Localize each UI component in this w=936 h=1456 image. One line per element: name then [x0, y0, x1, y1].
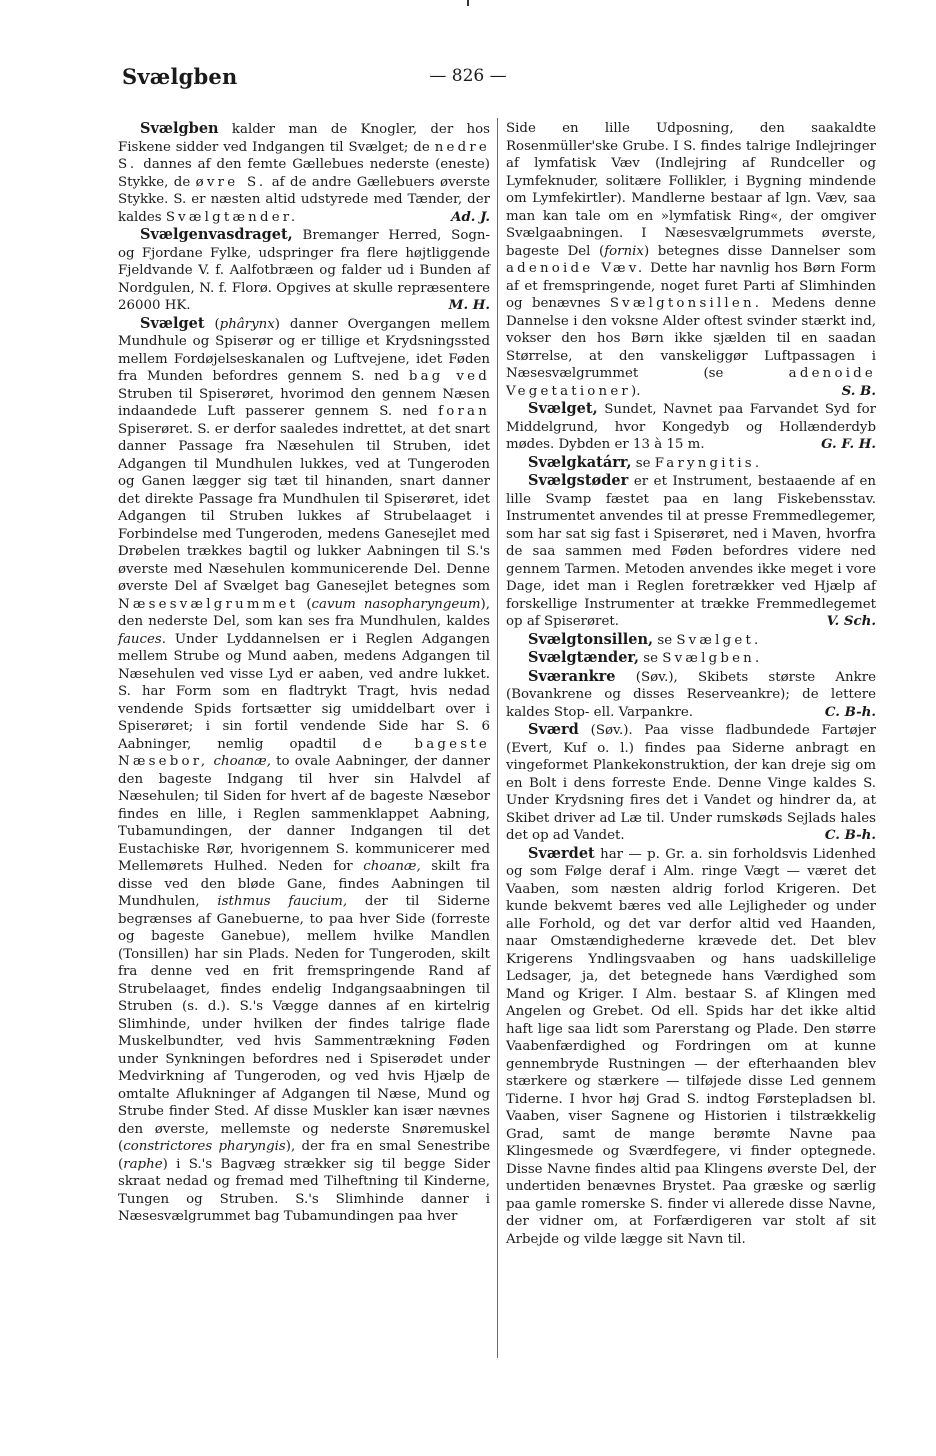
- entry-text: ) betegnes disse Dannelser som: [643, 243, 876, 259]
- entry-text: (: [204, 316, 220, 332]
- spaced-term: adenoide Væv.: [506, 261, 646, 276]
- entry-headword: Svælgtænder,: [528, 649, 640, 666]
- entry-headword: Sværankre: [528, 667, 616, 685]
- entry-headword: Sværd: [528, 721, 579, 738]
- spaced-term: Svælgben.: [662, 651, 763, 666]
- entry-text: Struben til Spiserøret, hvorimod den gennem Næsen indaandede Luft passerer gennem S. ned: [118, 386, 490, 419]
- latin-term: fauces.: [118, 631, 166, 647]
- entry-text: Side en lille Udposning, den saakaldte Rosenmüller'ske Grube. I S. findes talrige Indlejringer af lymfatisk Væv (Indlejring af Rundceller og Lymfeknuder, solitære Follikler, i Bygning mindende om Lymfekirtler). Mandlerne bestaar af lgn. Væv, saa man kan tale om en »lymfatisk Ring«, der omgiver Svælgaabningen. I Næsesvælgrummets øverste, bageste Del (: [506, 121, 876, 259]
- latin-term: constrictores pharyngis: [123, 1139, 286, 1154]
- entry-text: der til Siderne begrænses af Ganebuerne, to paa hver Side (forreste og bageste Ganebue), mellem hvilke Mandlen (Tonsillen) har sin Plads. Neden for Tungeroden, skilt fra denne ved en frit fremspringende Rand af Strubelaaget, findes endelig Indgangsaabningen til Struben (s. d.). S.'s Vægge dannes af en kirtelrig Slimhinde, under hvilken der findes talrige flade Muskelbundter, ved hvis Sammentrækning Føden under Synkningen befordres ned i Spiserødet under Medvirkning af Tungeroden, og ved hvis Hjælp de omtalte Aflukninger af Adgangen til Næse, Mund og Strube finder Sted. Af disse Muskler kan især nævnes den øverste, mellemste og nederste Snøremuskel (: [118, 894, 490, 1154]
- spaced-term: Svælgtænder.: [165, 209, 299, 225]
- dictionary-entry: [506, 649, 876, 668]
- dictionary-entry: [118, 315, 490, 1226]
- entry-text: to ovale Aabninger, der danner den bageste Indgang til hver sin Halvdel af Næsehulen; til Siden for hvert af de bageste Næsebor findes en lille, i Reglen sammenklappet Aabning, Tubamundingen, der danner Indgangen til det Eustachiske Rør, hvorigennem S. kommunicerer med Mellemørets Hulhed. Neden for: [118, 754, 490, 874]
- left-column: [118, 120, 490, 1226]
- entry-text: har — p. Gr. a. sin forholdsvis Lidenhed og som Følge deraf i Alm. ringe Vægt — været det Vaaben, som næsten aldrig forlod Krigeren. Det kunde bekvemt bæres ved alle Lejligheder og under alle Forhold, og det var derfor altid ved Haanden, naar Omstændighederne krævede det. Det blev Krigerens Yndlingsvaaben og hans uadskillelige Ledsager, ja, det betegnede hans Værdighed som Mand og Kriger. I Alm. bestaar S. af Klingen med Angelen og Grebet. Od ell. Spids har det ikke altid haft lige saa lidt som Parerstang og Plade. Den større Vaabenfærdighed og Fordringen om at kunne gennembryde Rustningen — der efterhaanden blev stærkere og stærkere — tilføjede disse Led gennem Tiderne. I hvor høj Grad S. indtog Førstepladsen bl. Vaaben, viser Sagnene og Historien i tilstrækkelig Grad, samt de mange berømte Navne paa Klingesmede og Sværdfegere, vi finder optegnede. Disse Navne findes altid paa Klingens øverste Del, der undertiden benævnes Brystet. Paa græske og særlig paa gamle romerske S. finder vi allerede disse Navne, der vidner om, at Forfærdigeren var stolt af sit Arbejde og vilde lægge sit Navn til.: [506, 846, 876, 1247]
- dictionary-entry: [506, 631, 876, 650]
- entry-text: Under Lyddannelsen er i Reglen Adgangen mellem Strube og Mund aaben, medens Adgangen til Næsehulen ved visse Lyd er aaben, ved andre lukket. S. har Form som en fladtrykt Tragt, hvis nedad vendende Spids fortsætter sig umiddelbart over i Spiserøret; i sin fortil vendende Side har S. 6 Aabninger, nemlig opadtil: [118, 631, 490, 752]
- latin-term: cavum nasopharyngeum: [311, 596, 481, 612]
- entry-text: ), der fra en smal Senestribe (: [118, 1139, 490, 1172]
- running-head-title: Svælgben: [122, 64, 238, 89]
- dictionary-entry: [118, 226, 490, 315]
- spaced-term: Svælget.: [676, 632, 762, 648]
- entry-headword: Svælgkatárr,: [528, 453, 632, 471]
- author-signature: C. B-h.: [824, 703, 876, 720]
- entry-text: ).: [631, 383, 641, 399]
- entry-text: se: [639, 651, 663, 666]
- dictionary-entry: [506, 845, 876, 1249]
- author-signature: M. H.: [448, 297, 490, 313]
- entry-text: af de andre Gællebuers øverste Stykke. S. er næsten altid udstyrede med Tænder, der kaldes: [118, 174, 490, 225]
- spaced-term: bag ved: [408, 369, 490, 384]
- dictionary-entry: [506, 721, 876, 845]
- spaced-term: Næsesvælgrummet: [118, 596, 299, 612]
- latin-term: choanæ,: [363, 859, 421, 874]
- entry-headword: Svælget: [140, 314, 205, 332]
- entry-text: er et Instrument, bestaaende af en lille Svamp fæstet paa en lang Fiskebensstav. Instrumentet anvendes til at presse Fremmedlegemer, som har sat sig fast i Spiserøret, ned i Maven, hvorfra de saa sammen med Føden befordres videre ned gennem Tarmen. Metoden anvendes ikke meget i vore Dage, idet man i Reglen foretrækker ved Hjælp af forskellige Instrumenter at trække Fremmedlegemet op af Spiserøret.: [506, 474, 876, 629]
- dictionary-entry: [506, 120, 876, 400]
- entry-headword: Svælgtonsillen,: [528, 630, 654, 648]
- spaced-term: adenoide Vegetationer: [506, 366, 876, 399]
- entry-headword: Svælgben: [140, 120, 219, 137]
- entry-text: (Søv.), Skibets største Ankre (Bovankrene og disses Reserveankre); de lettere kaldes Stop- ell. Varpankre.: [506, 669, 876, 720]
- dictionary-entry: [506, 400, 876, 454]
- author-signature: Ad. J.: [451, 208, 490, 225]
- dictionary-entry: [118, 120, 490, 226]
- entry-text: dannes af den femte Gællebues nederste (eneste) Stykke, de: [118, 157, 490, 190]
- right-column: [506, 120, 876, 1248]
- author-signature: S. B.: [841, 382, 876, 399]
- author-signature: C. B-h.: [824, 827, 876, 843]
- author-signature: V. Sch.: [826, 613, 876, 629]
- entry-text: ) danner Overgangen mellem Mundhule og Spiserør og er tillige et Krydsningssted mellem Fordøjelseskanalen og Luftvejene, idet Føden fra Munden befordres gennem S. ned: [118, 316, 490, 384]
- spaced-term: nedre S.: [118, 139, 490, 172]
- dictionary-entry: [506, 668, 876, 722]
- entry-text: kalder man de Knogler, der hos Fiskene sidder ved Indgangen til Svælget; de: [118, 122, 490, 155]
- entry-text: (Søv.). Paa visse fladbundede Fartøjer (Evert, Kuf o. l.) findes paa Siderne anbragt en vingeformet Plankekonstruktion, der kan dreje sig om en Bolt i dens forreste Ende. Denne Vinge kaldes S. Under Krydsning fires det i Vandet og hindrer da, at Skibet driver ad Læ til. Under rumskøds Sejlads hales det op ad Vandet.: [506, 723, 876, 843]
- entry-headword: Svælgstøder: [528, 472, 629, 489]
- entry-text: se: [631, 455, 655, 471]
- entry-headword: Svælgenvasdraget,: [140, 226, 293, 243]
- dictionary-entry: [506, 472, 876, 631]
- entry-text: (: [298, 596, 312, 612]
- top-edge-mark: [467, 0, 469, 6]
- entry-text: Dette har navnlig hos Børn Form af et fremspringende, noget furet Parti af Slimhinden og benævnes: [506, 261, 876, 311]
- entry-text: se: [653, 632, 677, 648]
- spaced-term: Svælgtonsillen.: [609, 296, 763, 311]
- entry-text: Bremanger Herred, Sogn- og Fjordane Fylke, udspringer fra flere højtliggende Fjeldvande V. f. Aalfotbræen og falder ud i Bunden af Nordgulen, N. f. Florø. Opgives at skulle repræsentere 26000 HK.: [118, 228, 490, 313]
- page-number: — 826 —: [429, 66, 507, 86]
- latin-term: isthmus faucium,: [217, 894, 348, 909]
- entry-text: Medens denne Dannelse i den voksne Alder oftest svinder stærkt ind, vokser den hos Børn ikke sjælden til en saadan Størrelse, at den vanskeliggør Luftpassagen i Næsesvælgrummet (se: [506, 296, 876, 381]
- latin-term: fornix: [604, 243, 644, 259]
- spaced-term: de bageste Næsebor,: [118, 736, 490, 769]
- latin-term: raphe: [123, 1156, 163, 1172]
- entry-text: Spiserøret. S. er derfor saaledes indrettet, at det snart danner Passage fra Næsehulen til Struben, idet Adgangen til Mundhulen lukkes, ved at Tungeroden og Ganen lægger sig tæt til hinanden, snart danner det direkte Passage fra Mundhulen til Spiserøret, idet Adgangen til Struben lukkes af Strubelaaget i Forbindelse med Tungeroden, medens Ganesejlet med Drøbelen trækkes bagtil og lukker Aabningen til S.'s øverste med Næsehulen kommunicerende Del. Denne øverste Del af Svælget bag Ganesejlet betegnes som: [118, 421, 490, 594]
- entry-text: ), den nederste Del, som kan ses fra Mundhulen, kaldes: [118, 596, 490, 629]
- entry-headword: Sværdet: [528, 844, 595, 862]
- author-signature: G. F. H.: [821, 436, 876, 452]
- latin-term: phârynx: [219, 316, 275, 332]
- latin-term: choanæ,: [213, 754, 271, 769]
- spaced-term: foran: [438, 404, 490, 419]
- page-header: [0, 60, 936, 96]
- entry-headword: Svælget,: [528, 400, 598, 417]
- spaced-term: øvre S.: [195, 174, 267, 190]
- column-divider: [497, 118, 498, 1358]
- spaced-term: Faryngitis.: [654, 455, 763, 471]
- dictionary-entry: [506, 454, 876, 473]
- entry-text: ) i S.'s Bagvæg strækker sig til begge Sider skraat nedad og fremad med Tilheftning til Kinderne, Tungen og Struben. S.'s Slimhinde danner i Næsesvælgrummet bag Tubamundingen paa hver: [118, 1156, 490, 1224]
- entry-text: skilt fra disse ved den bløde Gane, findes Aabningen til Mundhulen,: [118, 859, 490, 909]
- entry-text: Sundet, Navnet paa Farvandet Syd for Middelgrund, hvor Kongedyb og Hollænderdyb mødes. Dybden er 13 à 15 m.: [506, 402, 876, 452]
